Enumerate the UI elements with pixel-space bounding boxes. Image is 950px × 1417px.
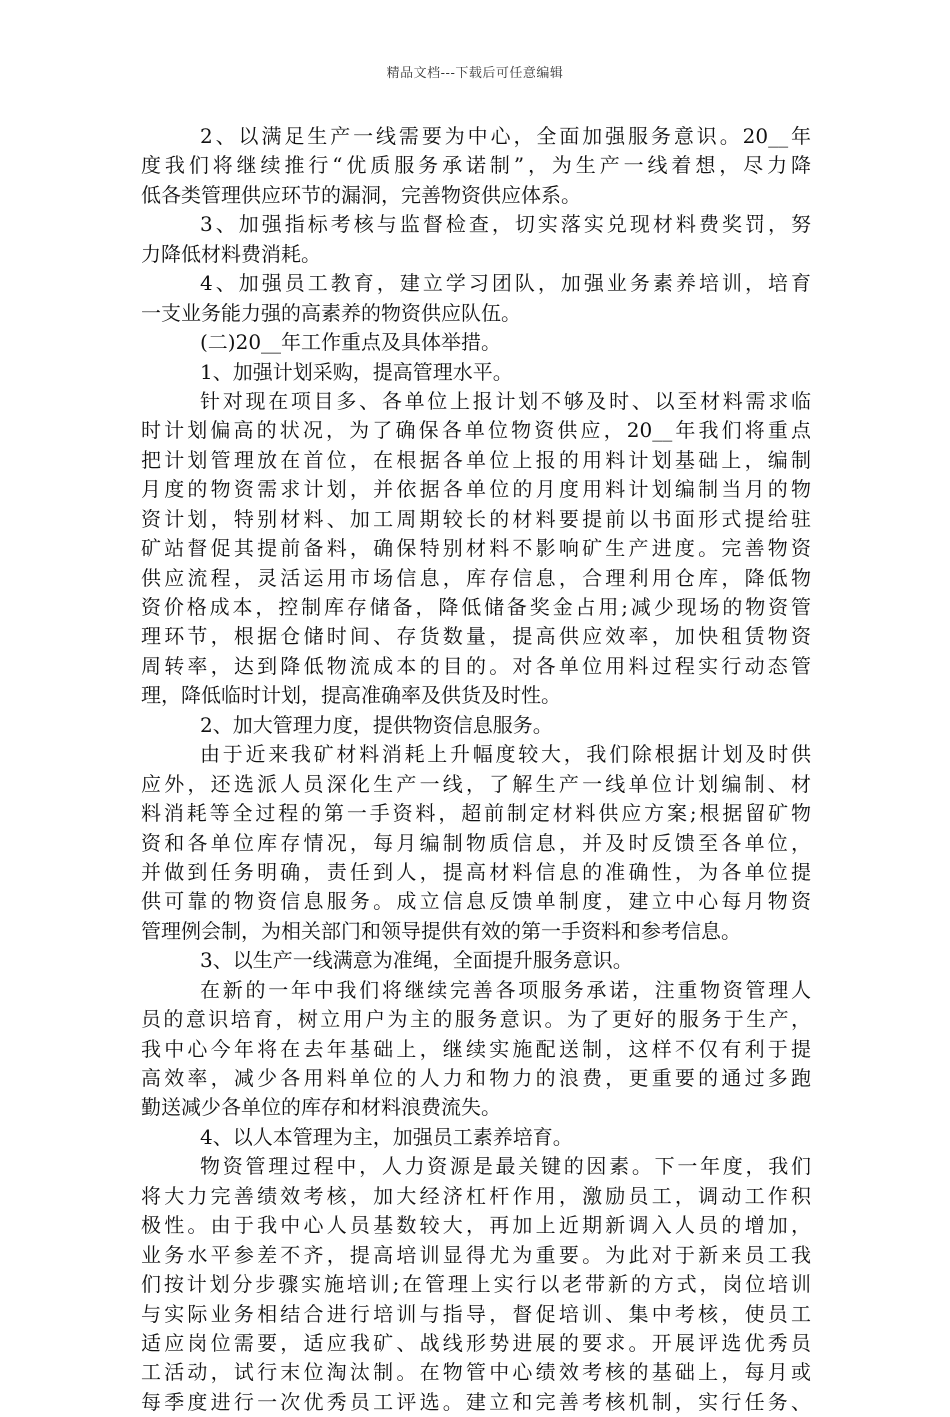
text-line: 月度的物资需求计划，并依据各单位的月度用料计划编制当月的物 (141, 477, 811, 502)
text-line: 针对现在项目多、各单位上报计划不够及时、以至材料需求临 (200, 388, 811, 413)
text-line: 度我们将继续推行“优质服务承诺制”，为生产一线着想，尽力降 (141, 153, 811, 178)
paragraph (141, 328, 811, 357)
paragraph (141, 122, 811, 210)
paragraph (141, 387, 811, 711)
text-line: 料消耗等全过程的第一手资料，超前制定材料供应方案;根据留矿物 (141, 801, 811, 826)
text-line: 把计划管理放在首位，在根据各单位上报的用料计划基础上，编制 (141, 447, 811, 472)
text-line: 理，降低临时计划，提高准确率及供货及时性。 (141, 683, 561, 708)
text-line: 周转率，达到降低物流成本的目的。对各单位用料过程实行动态管 (141, 653, 811, 678)
page-header: 精品文档---下载后可任意编辑 (386, 66, 564, 81)
text-line: 业务水平参差不齐，提高培训显得尤为重要。为此对于新来员工我 (141, 1242, 811, 1267)
text-line: 由于近来我矿材料消耗上升幅度较大，我们除根据计划及时供 (200, 742, 811, 767)
text-line: 资和各单位库存情况，每月编制物质信息，并及时反馈至各单位， (141, 830, 811, 855)
paragraph (141, 740, 811, 946)
text-line: 4、以人本管理为主，加强员工素养培育。 (200, 1124, 573, 1149)
text-line: 将大力完善绩效考核，加大经济杠杆作用，激励员工，调动工作积 (141, 1183, 811, 1208)
paragraph (141, 1152, 811, 1417)
text-line: 4、加强员工教育，建立学习团队，加强业务素养培训，培育 (200, 271, 811, 296)
text-line: 勤送减少各单位的库存和材料浪费流失。 (141, 1095, 501, 1120)
text-line: (二)20__年工作重点及具体举措。 (200, 330, 502, 355)
paragraph (141, 269, 811, 328)
text-line: 时计划偏高的状况，为了确保各单位物资供应，20__年我们将重点 (141, 418, 811, 443)
text-line: 管理例会制，为相关部门和领导提供有效的第一手资料和参考信息。 (141, 918, 741, 943)
text-line: 低各类管理供应环节的漏洞，完善物资供应体系。 (141, 182, 581, 207)
paragraph (141, 976, 811, 1123)
text-line: 矿站督促其提前备料，确保特别材料不影响矿生产进度。完善物资 (141, 536, 811, 561)
text-line: 员的意识培育，树立用户为主的服务意识。为了更好的服务于生产， (141, 1007, 811, 1032)
text-line: 并做到任务明确，责任到人，提高材料信息的准确性，为各单位提 (141, 859, 811, 884)
text-line: 1、加强计划采购，提高管理水平。 (200, 359, 513, 384)
paragraph (141, 358, 811, 387)
text-line: 适应岗位需要，适应我矿、战线形势进展的要求。开展评选优秀员 (141, 1330, 811, 1355)
text-line: 应外，还选派人员深化生产一线，了解生产一线单位计划编制、材 (141, 771, 811, 796)
text-line: 2、加大管理力度，提供物资信息服务。 (200, 712, 553, 737)
text-line: 3、以生产一线满意为准绳，全面提升服务意识。 (200, 948, 633, 973)
text-line: 资计划，特别材料、加工周期较长的材料要提前以书面形式提给驻 (141, 506, 811, 531)
text-line: 每季度进行一次优秀员工评选。建立和完善考核机制，实行任务、 (141, 1389, 811, 1414)
text-line: 力降低材料费消耗。 (141, 241, 321, 266)
text-line: 与实际业务相结合进行培训与指导，督促培训、集中考核，使员工 (141, 1301, 811, 1326)
text-line: 高效率，减少各用料单位的人力和物力的浪费，更重要的通过多跑 (141, 1066, 811, 1090)
text-line: 物资管理过程中，人力资源是最关键的因素。下一年度，我们 (200, 1154, 811, 1179)
text-line: 理环节，根据仓储时间、存货数量，提高供应效率，加快租赁物资 (141, 624, 811, 649)
document-body (141, 122, 811, 1417)
text-line: 2、以满足生产一线需要为中心，全面加强服务意识。20__年 (200, 124, 811, 148)
paragraph (141, 946, 811, 975)
text-line: 供应流程，灵活运用市场信息，库存信息，合理利用仓库，降低物 (141, 565, 811, 590)
text-line: 供可靠的物资信息服务。成立信息反馈单制度，建立中心每月物资 (141, 889, 811, 914)
text-line: 在新的一年中我们将继续完善各项服务承诺，注重物资管理人 (200, 977, 811, 1002)
text-line: 我中心今年将在去年基础上，继续实施配送制，这样不仅有利于提 (141, 1036, 811, 1061)
text-line: 资价格成本，控制库存储备，降低储备奖金占用;减少现场的物资管 (141, 595, 811, 619)
text-line: 工活动，试行末位淘汰制。在物管中心绩效考核的基础上，每月或 (141, 1360, 811, 1385)
paragraph (141, 210, 811, 269)
text-line: 3、加强指标考核与监督检查，切实落实兑现材料费奖罚，努 (200, 212, 811, 237)
text-line: 们按计划分步骤实施培训;在管理上实行以老带新的方式，岗位培训 (141, 1272, 811, 1297)
paragraph (141, 1123, 811, 1152)
paragraph (141, 711, 811, 740)
text-line: 一支业务能力强的高素养的物资供应队伍。 (141, 300, 521, 325)
text-line: 极性。由于我中心人员基数较大，再加上近期新调入人员的增加， (141, 1213, 811, 1238)
